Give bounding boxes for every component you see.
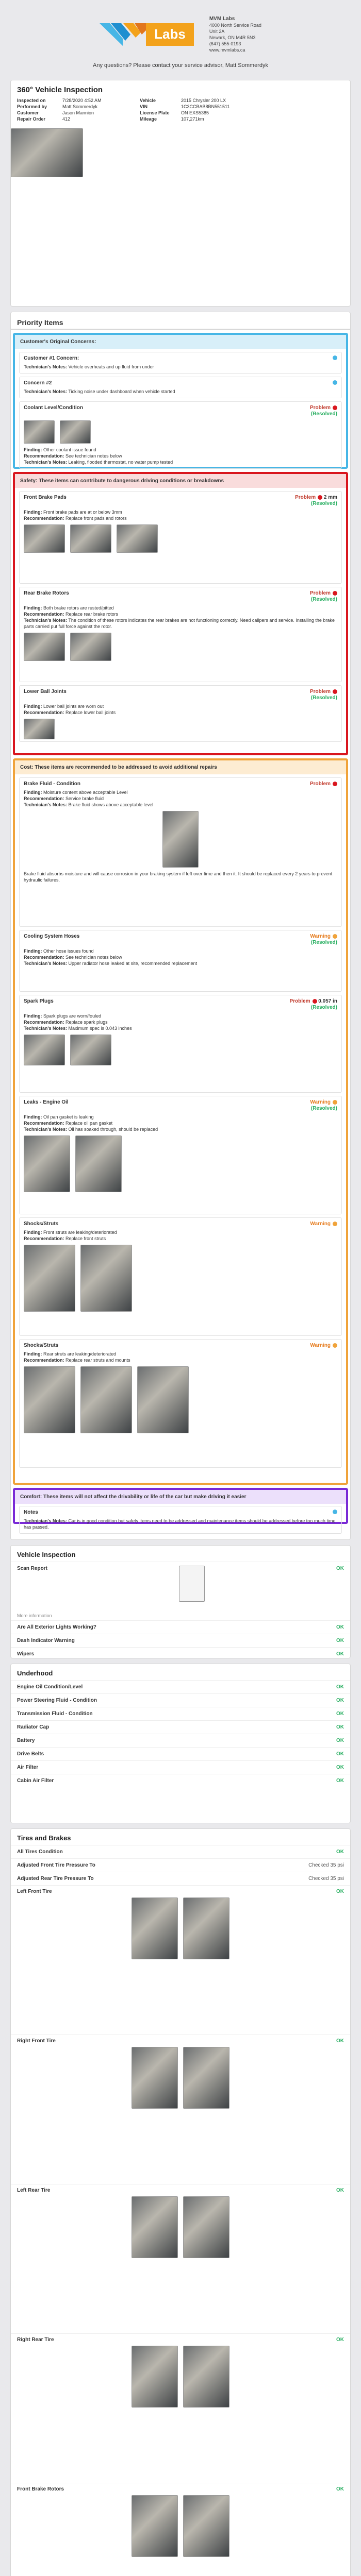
- summary-key: Customer: [17, 110, 39, 115]
- summary-key: Vehicle: [140, 98, 156, 103]
- comfort-item: Notes Technician's Notes: Car is in good condition but safety items need to be addressed and maintenance items should be addressed before too much time has passed.: [19, 1506, 342, 1534]
- info-icon: [333, 1510, 337, 1514]
- pressure-value: 35 psi: [330, 1862, 344, 1868]
- summary-value: Jason Mannion: [62, 110, 94, 115]
- row-status: OK: [336, 1724, 344, 1730]
- priority-items-title: Priority Items: [10, 312, 351, 329]
- status-badge: Problem: [309, 405, 331, 411]
- summary-value: 7/28/2020 4:52 AM: [62, 98, 102, 103]
- resolved-badge: (Resolved): [310, 597, 337, 602]
- shop-name: MVM Labs: [209, 16, 235, 22]
- contact-message: Any questions? Please contact your service advisor, Matt Sommerdyk: [93, 62, 268, 69]
- concern-item: [19, 352, 342, 374]
- row-status: OK: [336, 1778, 344, 1784]
- inspection-row: [11, 1634, 350, 1647]
- inspection-summary-card: [10, 80, 351, 307]
- safety-heading: Safety: These items can contribute to dangerous driving conditions or breakdowns: [15, 474, 346, 488]
- recommendation-text: Replace front struts: [65, 1236, 106, 1241]
- summary-key: Performed by: [17, 104, 47, 109]
- inspection-photo[interactable]: [132, 2047, 178, 2109]
- safety-item: Rear Brake Rotors Problem (Resolved) Finding: Both brake rotors are rusted/pitted Recommendation: Replace rear brake rotors Technician's Notes: The condition of these rotors indicates the rear brakes are not functioning correctly. Need calipers and service. Installing the brake parts carried put full force against the rotor.: [19, 587, 342, 682]
- row-label: Transmission Fluid - Condition: [17, 1711, 93, 1717]
- row-label: Wipers: [17, 1651, 35, 1657]
- report-header: [10, 0, 351, 80]
- row-label: Left Rear Tire: [17, 2188, 51, 2193]
- cost-item: Cooling System Hoses Warning (Resolved) Finding: Other hose issues found Recommendation: See technician notes below Technician's Notes: Upper radiator hose leaked at site, recommended replacement: [19, 930, 342, 992]
- tire-block: [11, 2184, 350, 2333]
- row-status: OK: [336, 1651, 344, 1657]
- status-badge: Problem: [309, 689, 331, 694]
- finding-text: Other hose issues found: [43, 948, 94, 954]
- row-label: Drive Belts: [17, 1751, 44, 1757]
- finding-text: Front brake pads are at or below 3mm: [43, 510, 122, 515]
- problem-icon: [333, 591, 337, 596]
- safety-items-box: [13, 472, 348, 755]
- recommendation-text: Replace oil pan gasket: [65, 1121, 113, 1126]
- priority-items-card: [10, 329, 351, 1540]
- summary-key: Mileage: [140, 116, 157, 122]
- warning-icon: [333, 1222, 337, 1226]
- tire-block: [11, 2333, 350, 2483]
- warning-icon: [333, 934, 337, 939]
- section-title: Tires and Brakes: [17, 1834, 71, 1842]
- shop-website[interactable]: www.mvmlabs.ca: [209, 47, 245, 53]
- inspection-photo[interactable]: [24, 524, 65, 553]
- tech-notes-label: Technician's Notes:: [24, 389, 67, 394]
- finding-text: Rear struts are leaking/deteriorated: [43, 1351, 117, 1357]
- inspection-photo[interactable]: [24, 420, 55, 444]
- tech-notes: Ticking noise under dashboard when vehicle started: [68, 389, 175, 394]
- measurement: 0.057 in: [318, 998, 337, 1004]
- row-label: Front Brake Rotors: [17, 2486, 64, 2492]
- inspection-photo[interactable]: [132, 2196, 178, 2258]
- status-badge: Warning: [310, 1221, 331, 1227]
- shop-city: Newark, ON M4R 5N3: [209, 35, 256, 40]
- resolved-badge: (Resolved): [310, 1005, 337, 1010]
- cost-item: Spark Plugs Problem 0.057 in (Resolved) Finding: Spark plugs are worn/fouled Recommendation: Replace spark plugs Technician's Notes: Maximum spec is 0.043 inches: [19, 995, 342, 1093]
- inspection-photo[interactable]: [132, 1897, 178, 1959]
- row-label: Power Steering Fluid - Condition: [17, 1698, 97, 1703]
- tech-notes: Oil has soaked through, should be replaced: [68, 1127, 158, 1132]
- summary-value: 1C3CCBAB8BN551511: [181, 104, 230, 109]
- comfort-heading: Comfort: These items will not affect the drivability or life of the car but make driving it easier: [15, 1490, 346, 1504]
- inspection-row: [11, 1858, 350, 1872]
- summary-value: 412: [62, 116, 71, 122]
- logo-wordmark: Labs: [146, 23, 194, 46]
- problem-icon: [333, 405, 337, 410]
- company-logo: [100, 23, 194, 46]
- summary-key: VIN: [140, 104, 148, 109]
- recommendation-text: Replace front pads and rotors: [65, 516, 127, 521]
- vehicle-inspection-card: [10, 1545, 351, 1658]
- inspection-row: [11, 1620, 350, 1634]
- item-title: Spark Plugs: [24, 998, 54, 1004]
- status-badge: Warning: [310, 934, 331, 939]
- item-title: Lower Ball Joints: [24, 689, 67, 694]
- safety-item: Front Brake Pads Problem 2 mm (Resolved) Finding: Front brake pads are at or below 3mm Recommendation: Replace front pads and rotors: [19, 491, 342, 584]
- finding-text: Moisture content above acceptable Level: [43, 790, 128, 795]
- inspection-row: [11, 1760, 350, 1774]
- inspection-row: [11, 1720, 350, 1734]
- inspection-photo[interactable]: [24, 1245, 75, 1312]
- logo-mark-icon: [100, 23, 146, 46]
- inspection-row: [11, 1734, 350, 1747]
- summary-value: ON EXS5385: [181, 110, 209, 115]
- status-badge: Problem: [309, 781, 331, 787]
- finding-text: Front struts are leaking/deteriorated: [43, 1230, 117, 1235]
- row-status: OK: [336, 1624, 344, 1630]
- row-label: Battery: [17, 1738, 35, 1743]
- recommendation-text: Replace rear brake rotors: [65, 612, 119, 617]
- row-status: OK: [336, 1684, 344, 1690]
- row-label: Adjusted Front Tire Pressure To: [17, 1862, 95, 1868]
- inspection-title: 360° Vehicle Inspection: [17, 86, 103, 94]
- status-badge: Problem: [289, 998, 310, 1004]
- shop-address-line-2: Unit 2A: [209, 29, 225, 34]
- summary-key: Repair Order: [17, 116, 46, 122]
- inspection-photo[interactable]: [183, 2346, 229, 2408]
- recommendation-text: See technician notes below: [65, 955, 122, 960]
- row-status: OK: [336, 1738, 344, 1743]
- inspection-photo[interactable]: [132, 2495, 178, 2557]
- section-title: Underhood: [17, 1669, 53, 1677]
- resolved-badge: (Resolved): [310, 411, 337, 417]
- row-label: Are All Exterior Lights Working?: [17, 1624, 96, 1630]
- row-status: Checked: [308, 1876, 329, 1882]
- recommendation-text: Service brake fluid: [65, 796, 104, 801]
- tech-notes-label: Technician's Notes:: [24, 364, 67, 369]
- row-status: OK: [336, 1566, 344, 1571]
- row-label: All Tires Condition: [17, 1849, 63, 1855]
- inspection-row: [11, 1845, 350, 1858]
- comfort-items-box: [13, 1488, 348, 1530]
- inspection-row: [11, 1707, 350, 1720]
- row-label: Dash Indicator Warning: [17, 1638, 75, 1643]
- row-status: OK: [336, 1638, 344, 1643]
- summary-value: Matt Sommerdyk: [62, 104, 98, 109]
- status-badge: Problem: [309, 590, 331, 596]
- cost-item: Shocks/Struts Warning Finding: Rear struts are leaking/deteriorated Recommendation: Replace rear struts and mounts: [19, 1339, 342, 1468]
- item-title: Shocks/Struts: [24, 1221, 59, 1227]
- recommendation-text: Replace spark plugs: [65, 1020, 108, 1025]
- customer-concerns-box: [13, 333, 348, 469]
- summary-value: 2015 Chrysler 200 LX: [181, 98, 226, 103]
- item-title: Cooling System Hoses: [24, 934, 80, 939]
- finding-text: Oil pan gasket is leaking: [43, 1114, 94, 1120]
- row-status: OK: [336, 1765, 344, 1770]
- shop-address-line-1: 4000 North Service Road: [209, 23, 261, 28]
- inspection-photo[interactable]: [183, 1897, 229, 1959]
- finding-text: Other coolant issue found: [43, 447, 96, 452]
- item-title: Brake Fluid - Condition: [24, 781, 80, 787]
- tech-notes: Upper radiator hose leaked at site, recommended replacement: [68, 961, 198, 966]
- shop-address: [209, 15, 261, 53]
- item-title: Shocks/Struts: [24, 1343, 59, 1348]
- row-status: OK: [336, 1889, 344, 1894]
- tech-notes: Brake fluid shows above acceptable level: [68, 802, 154, 807]
- status-badge: Warning: [310, 1099, 331, 1105]
- concern-title: Concern #2: [24, 380, 52, 386]
- warning-icon: [333, 1343, 337, 1348]
- recommendation-text: Replace rear struts and mounts: [65, 1358, 130, 1363]
- section-title: Vehicle Inspection: [17, 1551, 76, 1558]
- inspection-photo[interactable]: [80, 1366, 132, 1433]
- tire-block: [11, 2035, 350, 2184]
- inspection-photo[interactable]: [24, 1136, 70, 1192]
- brake-fluid-info: Brake fluid absorbs moisture and will cause corrosion in your braking system if left over time and then it. It should be replaced every 2 years to prevent hydraulic failures.: [24, 871, 333, 883]
- concern-title: Customer #1 Concern:: [24, 355, 79, 361]
- row-label: Right Rear Tire: [17, 2337, 54, 2343]
- info-icon: [333, 355, 337, 360]
- row-label: Radiator Cap: [17, 1724, 50, 1730]
- row-status: OK: [336, 1698, 344, 1703]
- row-status: OK: [336, 2188, 344, 2193]
- finding-text: Both brake rotors are rusted/pitted: [43, 605, 114, 611]
- status-badge: Warning: [310, 1343, 331, 1348]
- resolved-badge: (Resolved): [310, 695, 337, 701]
- concern-item: Coolant Level/Condition Problem (Resolved) Finding: Other coolant issue found Recommendation: See technician notes below Technician's Notes: Leaking, flooded thermostat, no water pump tested: [19, 401, 342, 469]
- row-label: Air Filter: [17, 1765, 39, 1770]
- inspection-photo[interactable]: [183, 2196, 229, 2258]
- resolved-badge: (Resolved): [310, 940, 337, 945]
- inspection-photo[interactable]: [132, 2346, 178, 2408]
- scan-report-thumbnail[interactable]: [179, 1566, 205, 1602]
- inspection-photo[interactable]: [183, 2495, 229, 2557]
- scan-report-row: [11, 1562, 350, 1613]
- resolved-badge: (Resolved): [310, 1106, 337, 1111]
- item-title: Front Brake Pads: [24, 495, 67, 500]
- row-status: OK: [336, 2038, 344, 2044]
- row-status: OK: [336, 1849, 344, 1855]
- concern-title: Coolant Level/Condition: [24, 405, 83, 411]
- finding-text: Spark plugs are worn/fouled: [43, 1013, 102, 1019]
- summary-value: 107,271km: [181, 116, 204, 122]
- inspection-photo[interactable]: [117, 524, 158, 553]
- inspection-row: [11, 1747, 350, 1760]
- concern-item: [19, 377, 342, 398]
- tech-notes: Leaking, flooded thermostat, no water pump tested: [68, 460, 173, 465]
- info-icon: [333, 380, 337, 385]
- tech-notes: Vehicle overheats and up fluid from under: [68, 364, 154, 369]
- inspection-photo[interactable]: [75, 1136, 122, 1192]
- concerns-heading: Customer's Original Concerns:: [15, 335, 346, 349]
- item-title: Leaks - Engine Oil: [24, 1099, 69, 1105]
- row-status: OK: [336, 2486, 344, 2492]
- inspection-photo[interactable]: [162, 811, 199, 868]
- inspection-row: [11, 1872, 350, 1885]
- inspection-photo[interactable]: [24, 719, 55, 739]
- cost-heading: Cost: These items are recommended to be addressed to avoid additional repairs: [15, 760, 346, 774]
- cost-item: Leaks - Engine Oil Warning (Resolved) Finding: Oil pan gasket is leaking Recommendation: Replace oil pan gasket Technician's Notes: Oil has soaked through, should be replaced: [19, 1096, 342, 1214]
- summary-key: Inspected on: [17, 98, 46, 103]
- safety-item: Lower Ball Joints Problem (Resolved) Finding: Lower ball joints are worn out Recommendation: Replace lower ball joints: [19, 685, 342, 742]
- measurement: 2 mm: [323, 495, 337, 500]
- tech-notes: Car is in good condition but safety items need to be addressed and maintenance items should be addressed before too much time has passed.: [24, 1518, 336, 1530]
- inspection-photo[interactable]: [60, 420, 91, 444]
- tire-block: [11, 1885, 350, 2035]
- inspection-row: [11, 1647, 350, 1660]
- inspection-photo[interactable]: [137, 1366, 189, 1433]
- inspection-photo[interactable]: [70, 1035, 111, 1065]
- problem-icon: [313, 999, 317, 1004]
- tech-notes: The condition of these rotors indicates the rear brakes are not functioning correctly. Need calipers and service. Installing the brake parts carried put full force against the rotor.: [24, 618, 335, 629]
- tire-block: [11, 2483, 350, 2576]
- shop-phone[interactable]: (647) 555-0193: [209, 41, 241, 46]
- finding-text: Lower ball joints are worn out: [43, 704, 104, 709]
- summary-fields: [11, 97, 350, 122]
- row-label: Adjusted Rear Tire Pressure To: [17, 1876, 94, 1882]
- inspection-photo[interactable]: [183, 2047, 229, 2109]
- inspection-photo[interactable]: [70, 524, 111, 553]
- inspection-photo[interactable]: [24, 1366, 75, 1433]
- pressure-value: 35 psi: [330, 1876, 344, 1882]
- recommendation-text: Replace lower ball joints: [65, 710, 116, 715]
- recommendation-text: See technician notes below: [65, 453, 122, 459]
- row-status: OK: [336, 1711, 344, 1717]
- inspection-row: [11, 1693, 350, 1707]
- inspection-row: [11, 1774, 350, 1787]
- status-badge: Problem: [295, 495, 316, 500]
- row-label: Scan Report: [17, 1566, 47, 1571]
- inspection-photo[interactable]: [24, 633, 65, 661]
- warning-icon: [333, 1100, 337, 1105]
- row-label: Engine Oil Condition/Level: [17, 1684, 83, 1690]
- row-label: Left Front Tire: [17, 1889, 52, 1894]
- problem-icon: [333, 782, 337, 786]
- tires-brakes-card: [10, 1828, 351, 2576]
- cost-item: Brake Fluid - Condition Problem Finding: Moisture content above acceptable Level Recommendation: Service brake fluid Technician's Notes: Brake fluid shows above acceptable level Brake fluid absorbs moisture and will cause corrosion in your braking system if left over time and then it. It should be replaced every 2 years to prevent hydraulic failures.: [19, 777, 342, 927]
- vehicle-photo[interactable]: [11, 128, 83, 177]
- row-label: Cabin Air Filter: [17, 1778, 54, 1784]
- item-title: Notes: [24, 1510, 38, 1515]
- tech-notes: Maximum spec is 0.043 inches: [68, 1026, 132, 1031]
- resolved-badge: (Resolved): [310, 501, 337, 506]
- inspection-photo[interactable]: [80, 1245, 132, 1312]
- cost-items-box: [13, 758, 348, 1485]
- inspection-photo[interactable]: [70, 633, 111, 661]
- problem-icon: [318, 495, 322, 500]
- row-status: Checked: [308, 1862, 329, 1868]
- summary-key: License Plate: [140, 110, 170, 115]
- inspection-row: [11, 1680, 350, 1693]
- inspection-photo[interactable]: [24, 1035, 65, 1065]
- underhood-card: [10, 1664, 351, 1823]
- problem-icon: [333, 689, 337, 694]
- more-info-link[interactable]: More information: [17, 1613, 52, 1618]
- item-title: Rear Brake Rotors: [24, 590, 69, 596]
- row-status: OK: [336, 2337, 344, 2343]
- cost-item: Shocks/Struts Warning Finding: Front struts are leaking/deteriorated Recommendation: Replace front struts: [19, 1217, 342, 1336]
- row-label: Right Front Tire: [17, 2038, 56, 2044]
- row-status: OK: [336, 1751, 344, 1757]
